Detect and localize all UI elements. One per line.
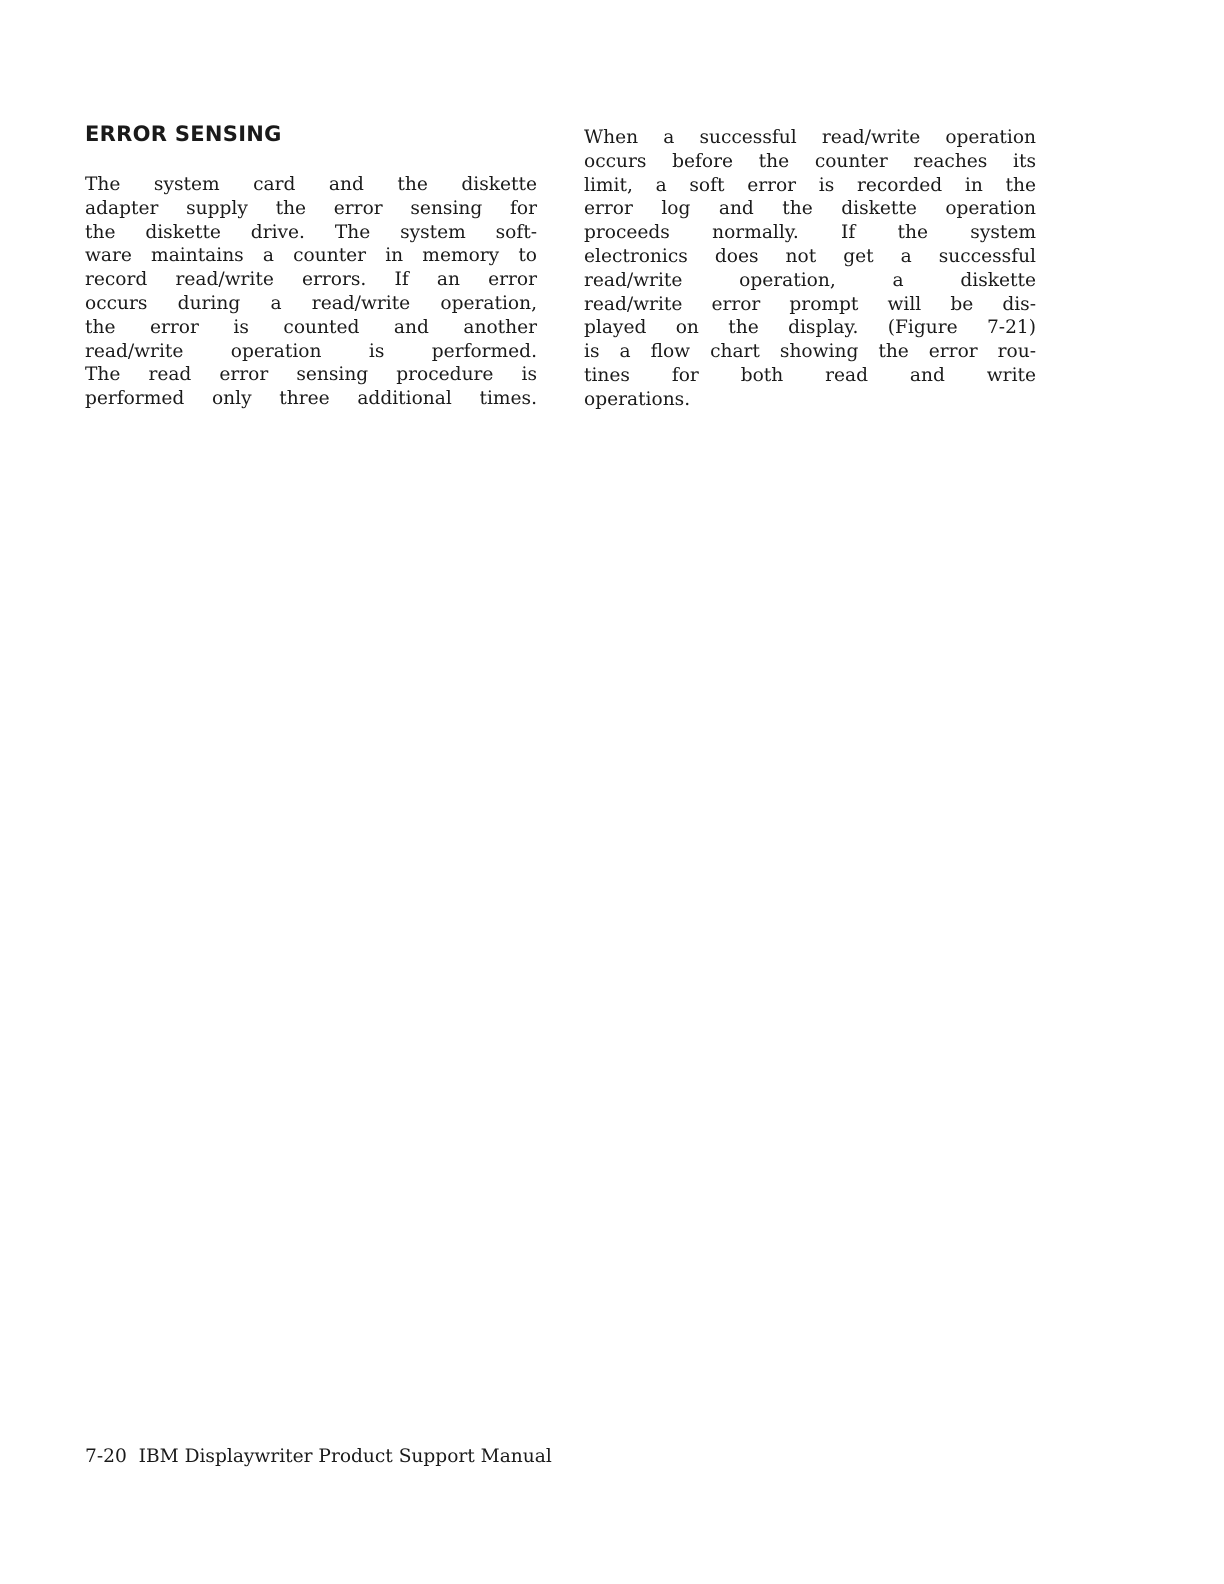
- left-text-line: performed only three additional times.: [85, 388, 537, 410]
- left-text-line: the diskette drive. The system soft-: [85, 221, 537, 243]
- left-text-column: [85, 173, 537, 411]
- right-text-line: operations.: [584, 388, 691, 410]
- page-number: 7-20: [85, 1446, 127, 1467]
- right-text-line: occurs before the counter reaches its: [584, 150, 1036, 172]
- right-text-line: read/write error prompt will be dis-: [584, 293, 1036, 315]
- left-text-line: adapter supply the error sensing for: [85, 197, 537, 219]
- right-text-line: proceeds normally. If the system: [584, 222, 1036, 244]
- right-text-line: limit, a soft error is recorded in the: [584, 174, 1036, 196]
- left-text-line: ware maintains a counter in memory to: [85, 245, 537, 267]
- right-text-line: is a flow chart showing the error rou-: [584, 341, 1036, 363]
- right-text-line: electronics does not get a successful: [584, 245, 1036, 267]
- right-text-line: When a successful read/write operation: [584, 127, 1036, 148]
- left-text-line: read/write operation is performed.: [85, 340, 537, 362]
- right-text-line: error log and the diskette operation: [584, 198, 1036, 220]
- right-text-line: played on the display. (Figure 7-21): [584, 317, 1036, 339]
- left-text-line: occurs during a read/write operation,: [85, 292, 537, 314]
- right-text-line: read/write operation, a diskette: [584, 269, 1036, 291]
- left-text-line: The read error sensing procedure is: [85, 364, 537, 386]
- left-text-line: The system card and the diskette: [85, 174, 537, 195]
- right-text-line: tines for both read and write: [584, 364, 1036, 386]
- right-text-column: [584, 126, 1036, 412]
- page-footer: [85, 1445, 552, 1469]
- section-heading: ERROR SENSING: [85, 122, 282, 146]
- left-text-line: record read/write errors. If an error: [85, 269, 537, 291]
- manual-title: IBM Displaywriter Product Support Manual: [138, 1446, 552, 1467]
- left-text-line: the error is counted and another: [85, 316, 537, 338]
